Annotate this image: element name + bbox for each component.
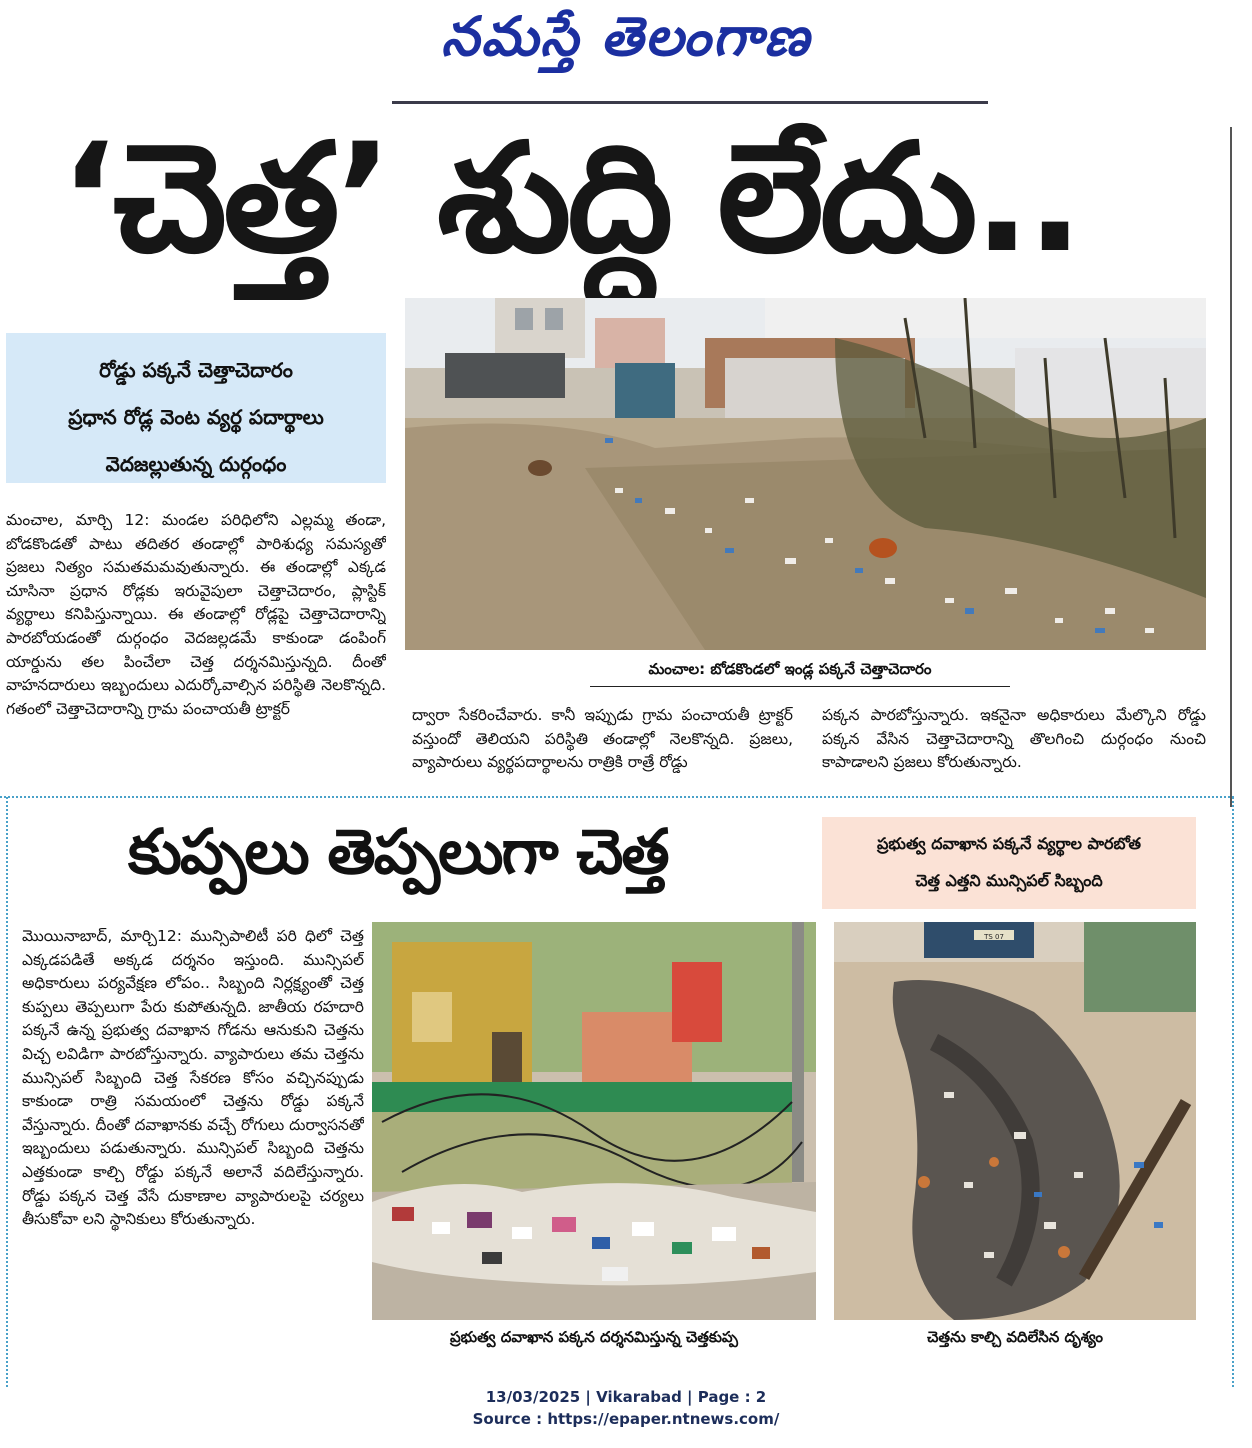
story1-deck-line: వెదజల్లుతున్న దుర్గంధం xyxy=(105,452,287,476)
story2-photo-1-caption: ప్రభుత్వ దవాఖాన పక్కన దర్శనమిస్తున్న చెత్తకుప్ప xyxy=(449,1328,739,1346)
masthead xyxy=(0,0,1252,100)
story1-deck-line: ప్రధాన రోడ్ల వెంట వ్యర్థ పదార్థాలు xyxy=(68,405,324,429)
story1-column-1: మంచాల, మార్చి 12: మండల పరిధిలోని ఎల్లమ్మ తండా, బోడకొండతో పాటు తదితర తండాల్లో పారిశుధ్య సమస్యతో ప్రజలు నిత్యం సమతమమవుతున్నారు. ఈ తండాల్లో ఎక్కడ చూసినా ప్రధాన రోడ్లకు ఇరువైపులా చెత్తాచెదారం, ప్లాస్టిక్ వ్యర్థాలు కనిపిస్తున్నాయి. ఈ తండాల్లో రోడ్లపై చెత్తాచెదారాన్ని పారబోయడంతో దుర్గంధం వెదజల్లడమే కాకుండా డంపింగ్ యార్డును తల పించేలా చెత్త దర్శనమిస్తున్నది. దీంతో వాహనదారులు ఇబ్బందులు ఎదుర్కోవాల్సిన పరిస్థితి నెలకొన్నది. గతంలో చెత్తాచెదారాన్ని గ్రామ పంచాయతీ ట్రాక్టర్ xyxy=(6,511,386,718)
story2-deck xyxy=(822,817,1196,909)
story2-deck-line: చెత్త ఎత్తని మున్సిపల్ సిబ్బంది xyxy=(915,871,1103,890)
story1-photo-caption: మంచాల: బోడకొండలో ఇండ్ల పక్కనే చెత్తాచెదారం xyxy=(648,660,932,678)
vehicle-plate: TS 07 xyxy=(984,933,1004,941)
story1-deck xyxy=(6,333,386,483)
story1-deck-line: రోడ్డు పక్కనే చెత్తాచెదారం xyxy=(99,358,293,382)
section-divider xyxy=(0,796,1234,798)
story2-photo-1 xyxy=(372,922,816,1320)
story1-column-2: ద్వారా సేకరించేవారు. కానీ ఇప్పుడు గ్రామ పంచాయతీ ట్రాక్టర్ వస్తుందో తెలియని పరిస్థితి తండాల్లో నెలకొన్నది. ప్రజలు, వ్యాపారులు వ్యర్థపదార్థాలను రాత్రికి రాత్రే రోడ్డు xyxy=(412,706,793,772)
box-border-left xyxy=(6,797,8,1387)
story2-photo-2-caption: చెత్తను కాల్చి వదిలేసిన దృశ్యం xyxy=(927,1328,1103,1346)
story2-headline: కుప్పలు తెప్పలుగా చెత్త xyxy=(128,815,668,888)
footer-date-edition: 13/03/2025 | Vikarabad | Page : 2 xyxy=(485,1388,767,1406)
newspaper-logo: నమస్తే తెలంగాణ xyxy=(441,4,811,68)
story2-photo-2 xyxy=(834,922,1196,1320)
story1-column-3: పక్కన పారబోస్తున్నారు. ఇకనైనా అధికారులు మేల్కొని రోడ్డు పక్కన వేసిన చెత్తాచెదారాన్ని తొలగించి దుర్గంధం నుంచి కాపాడాలని ప్రజలు కోరుతున్నారు. xyxy=(822,706,1206,772)
story2-body: మొయినాబాద్, మార్చి12: మున్సిపాలిటీ పరి ధిలో చెత్త ఎక్కడపడితే అక్కడ దర్శనం ఇస్తుంది. మున్సిపల్ అధికారులు పర్యవేక్షణ లోపం.. సిబ్బంది నిర్లక్ష్యంతో చెత్త కుప్పలు తెప్పలుగా పేరు కుపోతున్నది. జాతీయ రహదారి పక్కనే ఉన్న ప్రభుత్వ దవాఖాన గోడను ఆనుకుని చెత్తను విచ్చ లవిడిగా పారబోస్తున్నారు. వ్యాపారులు తమ చెత్తను మున్సిపల్ సిబ్బంది చెత్త సేకరణ కోసం వచ్చినప్పుడు కాకుండా రాత్రి సమయంలో చెత్తను రోడ్డు పక్కనే వేస్తున్నారు. దీంతో దవాఖానకు వచ్చే రోగులు దుర్వాసనతో ఇబ్బందులు పడుతున్నారు. మున్సిపల్ సిబ్బంది చెత్తను ఎత్తకుండా కాల్చి రోడ్డు పక్కనే అలానే వదిలేస్తున్నారు. రోడ్డు పక్కన చెత్త వేసే దుకాణాల వ్యాపారులపై చర్యలు తీసుకోవా లని స్థానికులు కోరుతున్నారు. xyxy=(22,927,364,1229)
box-border-right xyxy=(1232,797,1234,1387)
story2-deck-line: ప్రభుత్వ దవాఖాన పక్కనే వ్యర్థాల పారబోత xyxy=(877,834,1141,853)
column-border xyxy=(1230,127,1232,807)
story1-photo xyxy=(405,298,1206,650)
caption-rule xyxy=(590,686,1010,687)
story1-headline: ‘చెత్త’ శుద్ధి లేదు.. xyxy=(60,112,1080,286)
footer-source: Source : https://epaper.ntnews.com/ xyxy=(472,1410,780,1428)
page-footer xyxy=(0,1386,1252,1430)
masthead-divider xyxy=(392,101,988,104)
